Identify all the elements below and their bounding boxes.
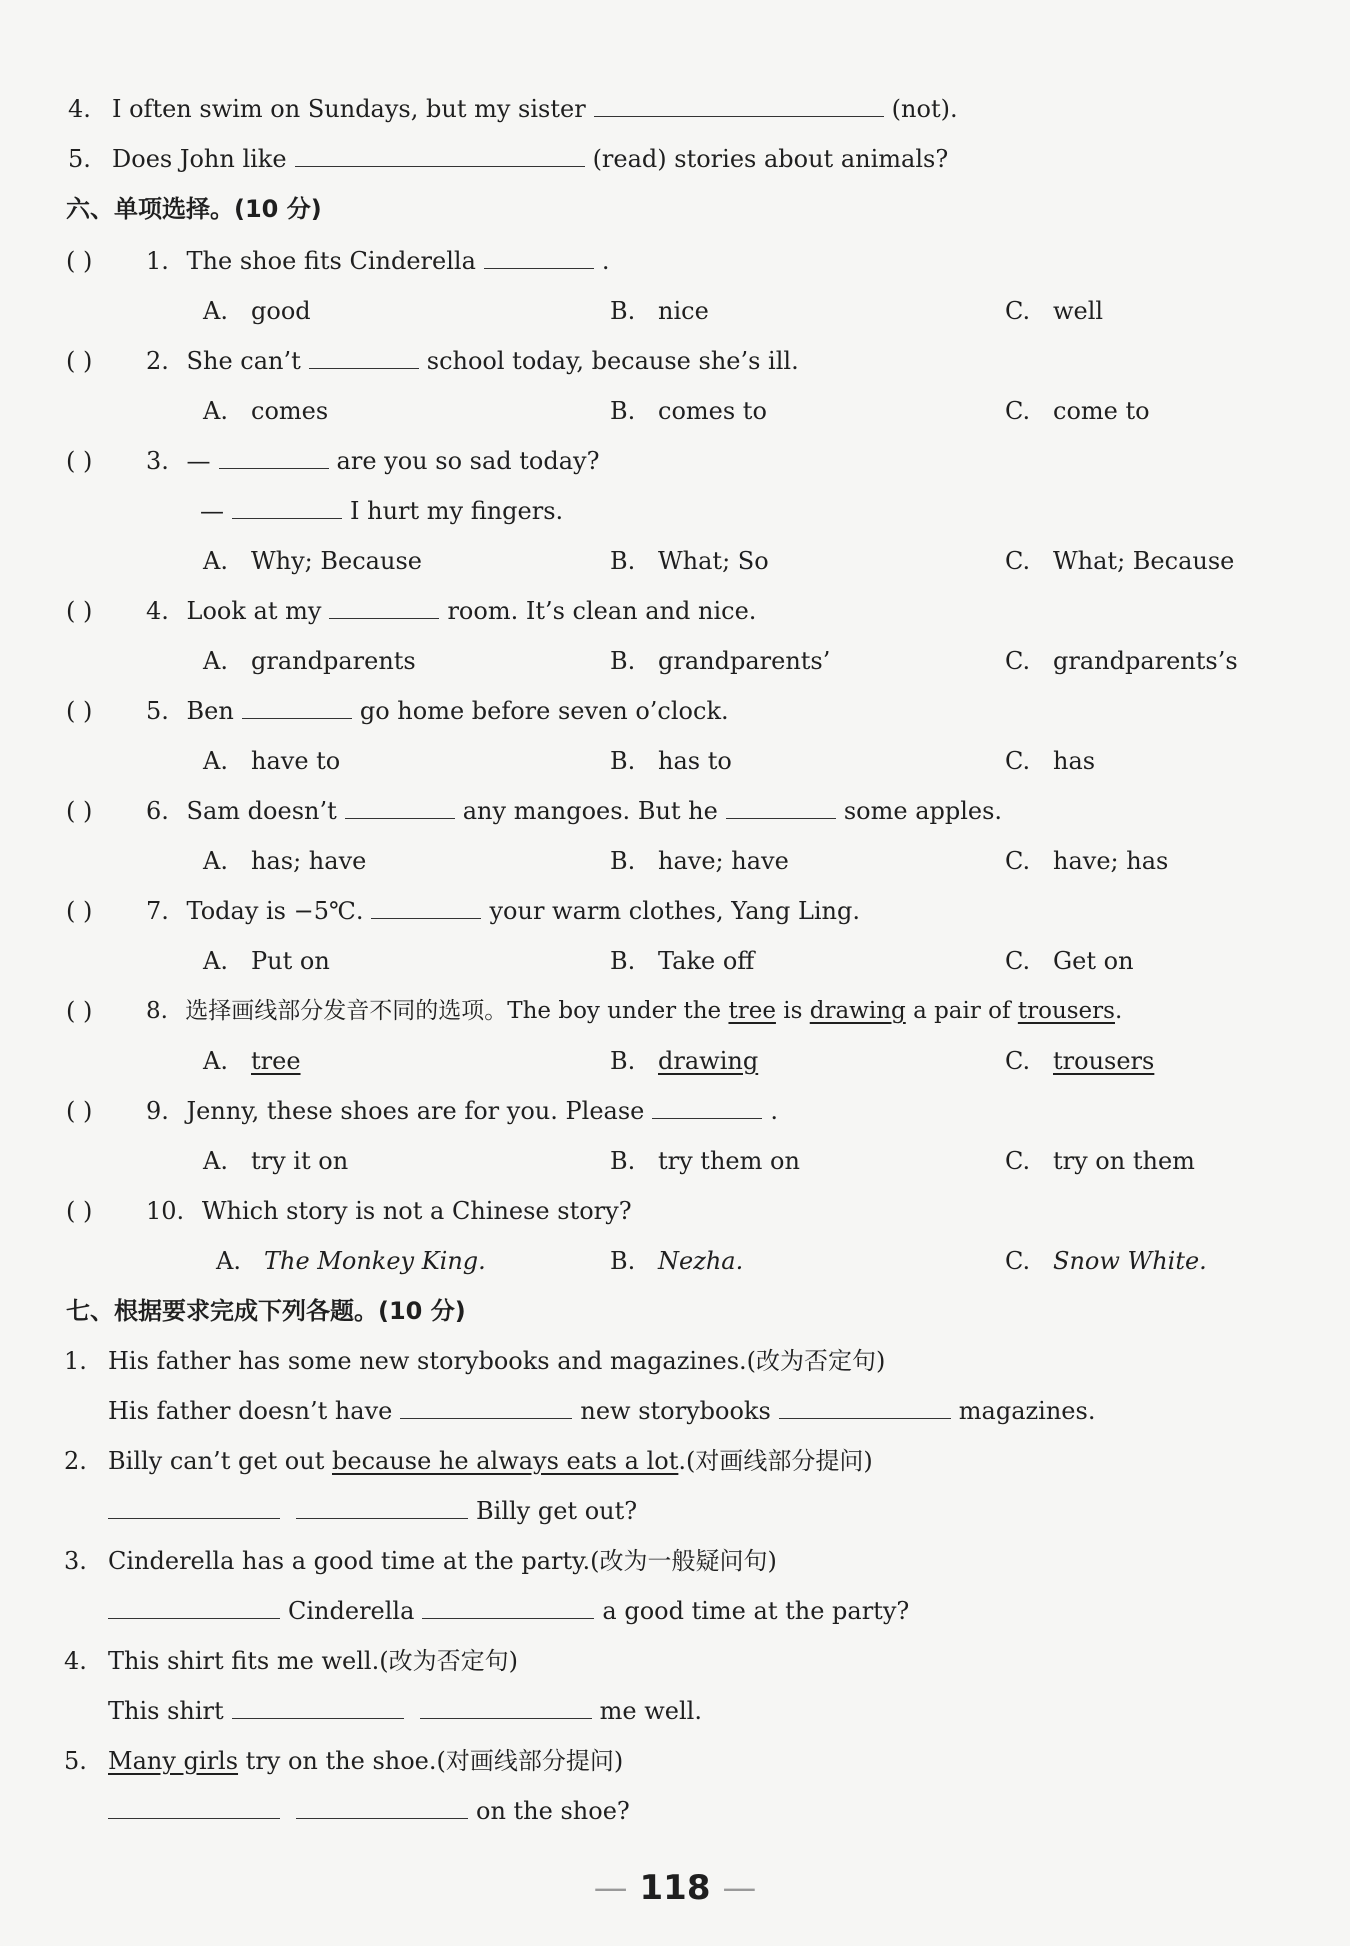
answer-blank[interactable] [232,496,342,519]
rewrite-item-1: 1. His father has some new storybooks and magazines.(改为否定句) [64,1347,886,1375]
answer-paren[interactable]: ( ) [66,697,93,725]
answer-paren[interactable]: ( ) [66,1097,93,1125]
rewrite-item-2: 2. Billy can’t get out because he always eats a lot.(对画线部分提问) [64,1447,873,1475]
option-b[interactable]: B. have; have [610,847,789,875]
answer-blank[interactable] [371,896,481,919]
section-7-title: 七、根据要求完成下列各题。(10 分) [66,1297,466,1325]
mc-question-2: 2. She can’t school today, because she’s ill. [146,347,799,375]
rewrite-item-5: 5. Many girls try on the shoe.(对画线部分提问) [64,1747,624,1775]
answer-blank[interactable] [232,1696,404,1719]
option-c[interactable]: C. try on them [1005,1147,1195,1175]
mc-question-3: 3. — are you so sad today? [146,447,600,475]
answer-paren[interactable]: ( ) [66,1197,93,1225]
answer-blank[interactable] [295,144,585,167]
option-b[interactable]: B. nice [610,297,709,325]
option-a[interactable]: A. has; have [203,847,367,875]
option-c[interactable]: C. Get on [1005,947,1134,975]
fill-item-5: 5. Does John like (read) stories about animals? [68,145,949,173]
rewrite-answer-2: Billy get out? [100,1496,637,1526]
option-c[interactable]: C. trousers [1005,1047,1155,1075]
answer-blank[interactable] [309,346,419,369]
answer-blank[interactable] [329,596,439,619]
rewrite-answer-1: His father doesn’t have new storybooks magazines. [108,1397,1096,1425]
option-a[interactable]: A. Put on [203,947,330,975]
page-number: — 118 — [593,1868,757,1908]
option-c[interactable]: C. Snow White. [1005,1247,1207,1275]
answer-blank[interactable] [484,246,594,269]
answer-blank[interactable] [652,1096,762,1119]
answer-paren[interactable]: ( ) [66,347,93,375]
mc-question-1: 1. The shoe fits Cinderella . [146,247,610,275]
answer-blank[interactable] [108,1596,280,1619]
answer-blank[interactable] [242,696,352,719]
answer-paren[interactable]: ( ) [66,447,93,475]
mc-question-7: 7. Today is −5℃. your warm clothes, Yang Ling. [146,897,861,925]
option-c[interactable]: C. well [1005,297,1104,325]
option-c[interactable]: C. have; has [1005,847,1169,875]
section-6-title: 六、单项选择。(10 分) [66,195,322,223]
rewrite-answer-3: Cinderella a good time at the party? [100,1596,909,1626]
rewrite-item-4: 4. This shirt fits me well.(改为否定句) [64,1647,518,1675]
option-c[interactable]: C. What; Because [1005,547,1235,575]
answer-blank[interactable] [296,1796,468,1819]
answer-blank[interactable] [420,1696,592,1719]
rewrite-answer-4: This shirt me well. [108,1697,702,1725]
option-a[interactable]: A. comes [203,397,329,425]
mc-question-5: 5. Ben go home before seven o’clock. [146,697,729,725]
mc-question-10: 10. Which story is not a Chinese story? [146,1197,632,1225]
answer-paren[interactable]: ( ) [66,897,93,925]
option-a[interactable]: A. have to [203,747,341,775]
option-c[interactable]: C. has [1005,747,1096,775]
mc-question-4: 4. Look at my room. It’s clean and nice. [146,597,757,625]
rewrite-answer-5: on the shoe? [100,1796,630,1826]
mc-question-6: 6. Sam doesn’t any mangoes. But he some apples. [146,797,1003,825]
option-b[interactable]: B. has to [610,747,732,775]
fill-item-4: 4. I often swim on Sundays, but my sister (not). [68,95,958,123]
mc-question-9: 9. Jenny, these shoes are for you. Please . [146,1097,779,1125]
answer-paren[interactable]: ( ) [66,597,93,625]
answer-blank[interactable] [422,1596,594,1619]
answer-paren[interactable]: ( ) [66,247,93,275]
answer-blank[interactable] [726,796,836,819]
mc-question-8: 8. 选择画线部分发音不同的选项。The boy under the tree is drawing a pair of trousers. [146,998,1123,1024]
mc-question-3-reply: — I hurt my fingers. [200,497,564,525]
option-a[interactable]: A. try it on [203,1147,349,1175]
option-b[interactable]: B. Nezha. [610,1247,744,1275]
answer-blank[interactable] [108,1496,280,1519]
option-a[interactable]: A. Why; Because [203,547,422,575]
answer-paren[interactable]: ( ) [66,797,93,825]
option-a[interactable]: A. good [203,297,311,325]
option-b[interactable]: B. try them on [610,1147,800,1175]
answer-paren[interactable]: ( ) [66,997,93,1025]
option-a[interactable]: A. grandparents [203,647,416,675]
answer-blank[interactable] [296,1496,468,1519]
rewrite-item-3: 3. Cinderella has a good time at the party.(改为一般疑问句) [64,1547,777,1575]
option-b[interactable]: B. Take off [610,947,755,975]
option-a[interactable]: A. The Monkey King. [216,1247,486,1275]
option-b[interactable]: B. What; So [610,547,769,575]
option-b[interactable]: B. grandparents’ [610,647,831,675]
answer-blank[interactable] [400,1396,572,1419]
option-b[interactable]: B. comes to [610,397,767,425]
answer-blank[interactable] [108,1796,280,1819]
answer-blank[interactable] [345,796,455,819]
answer-blank[interactable] [594,94,884,117]
option-c[interactable]: C. grandparents’s [1005,647,1238,675]
option-a[interactable]: A. tree [203,1047,301,1075]
option-c[interactable]: C. come to [1005,397,1150,425]
answer-blank[interactable] [779,1396,951,1419]
option-b[interactable]: B. drawing [610,1047,759,1075]
answer-blank[interactable] [219,446,329,469]
